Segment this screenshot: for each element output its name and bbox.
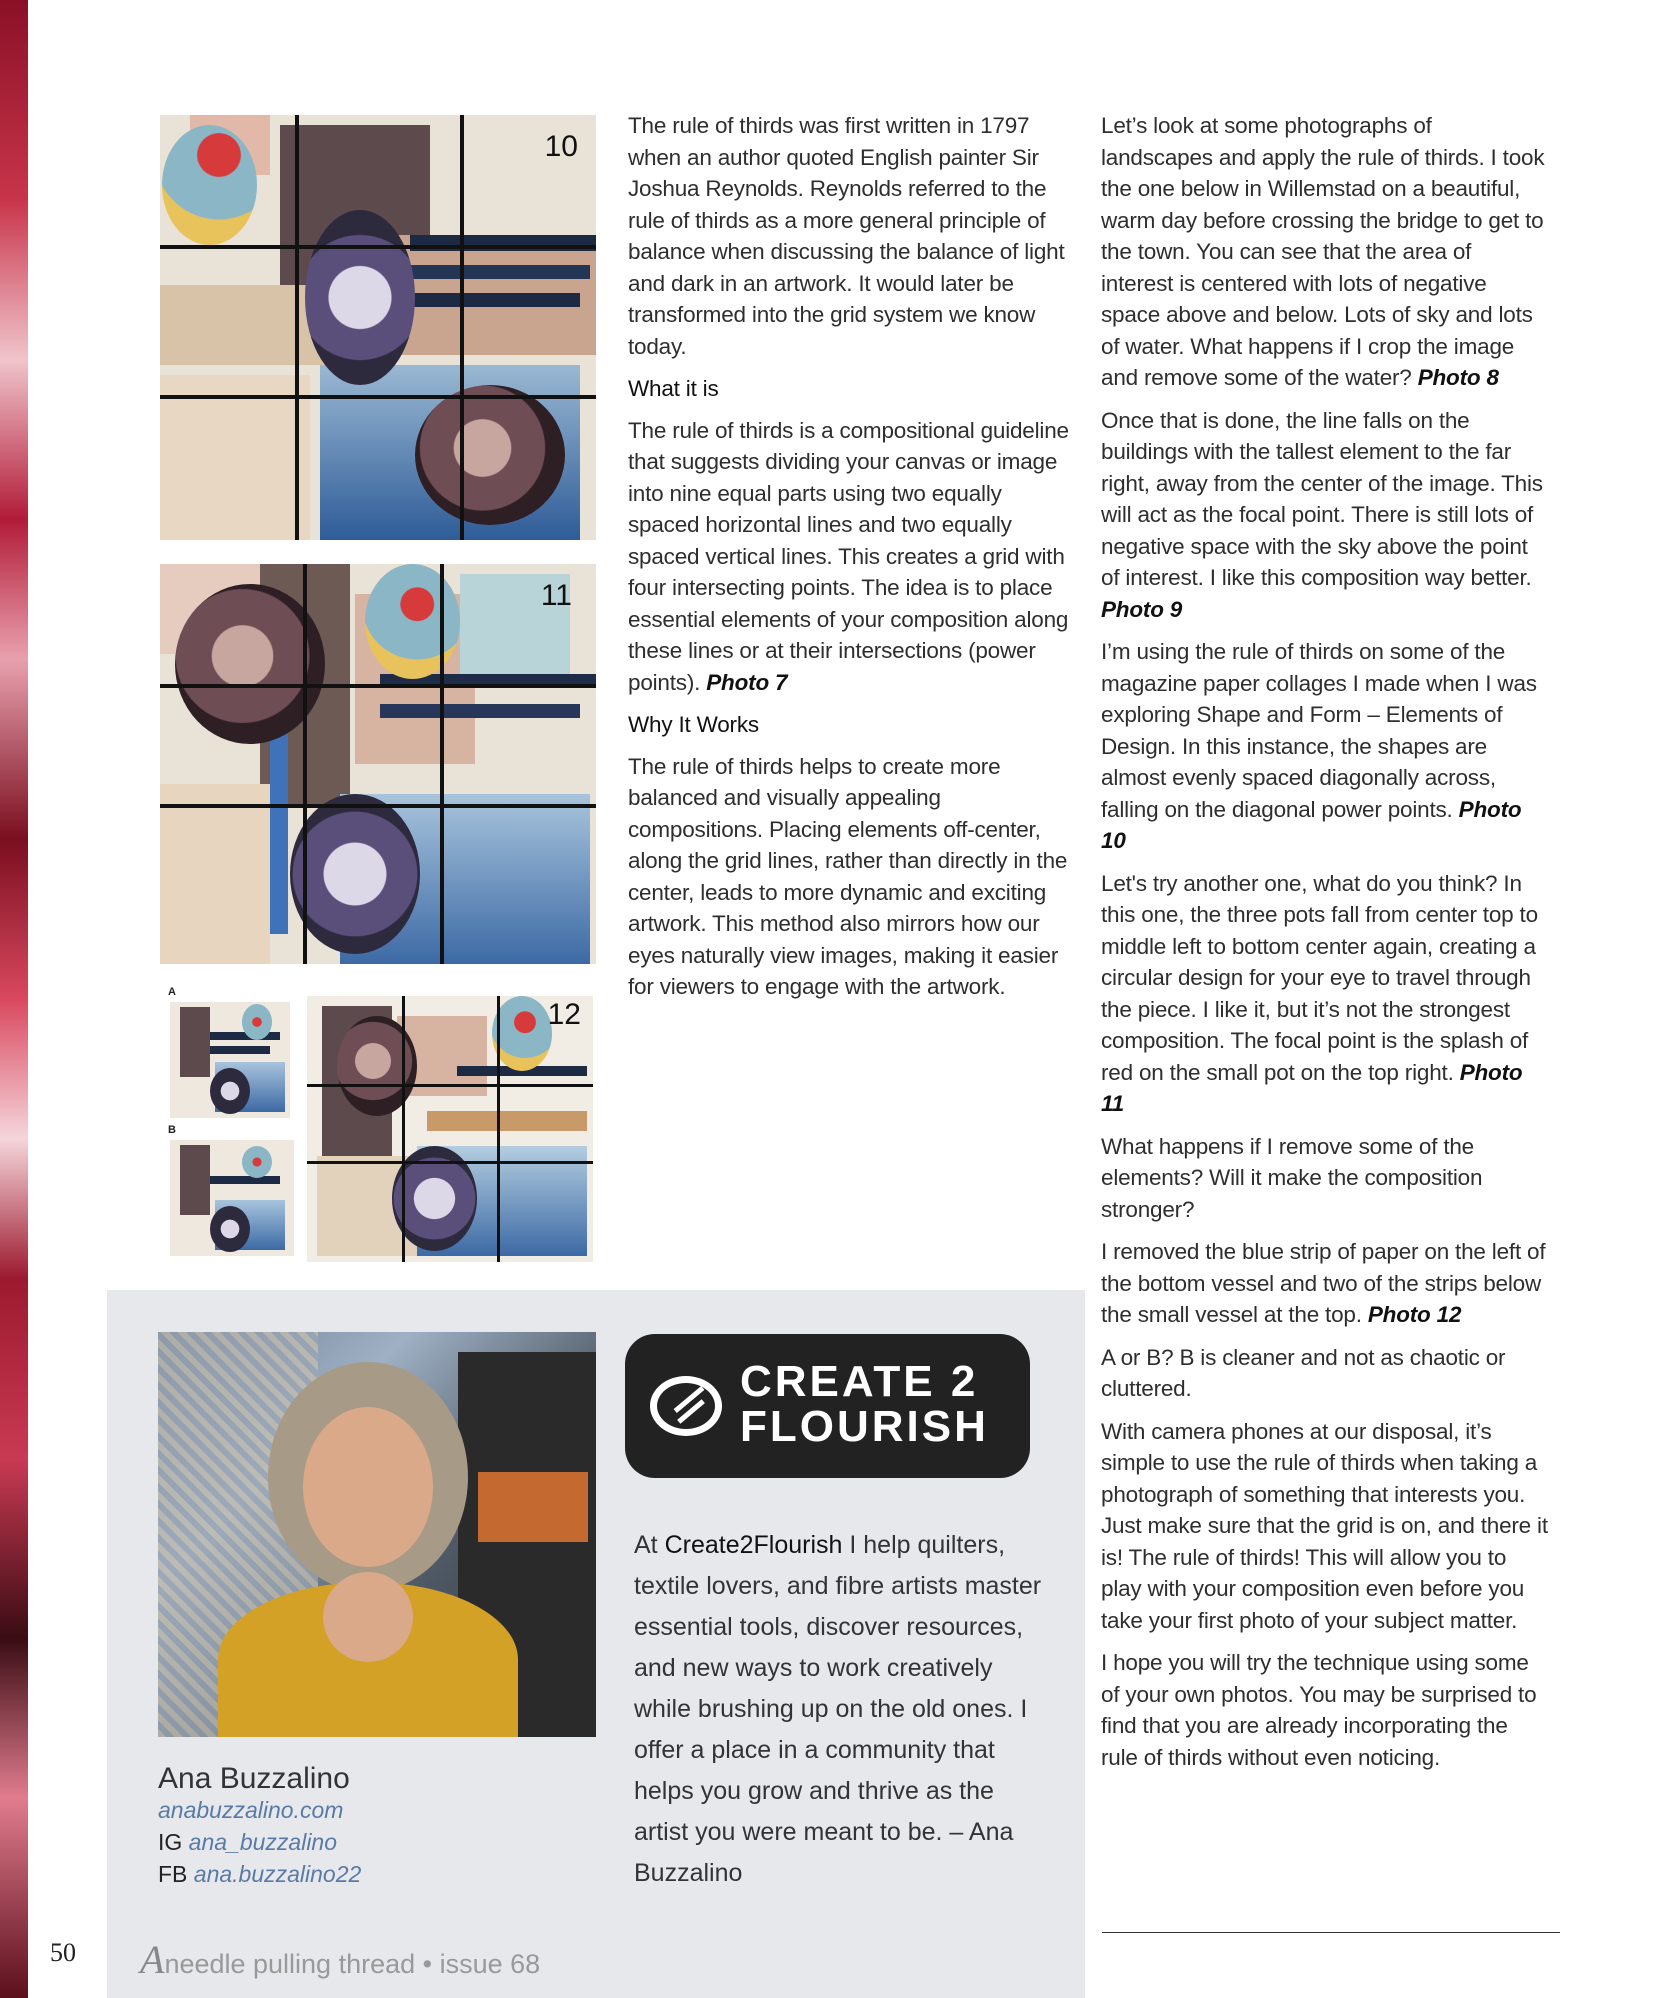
magazine-footer: Aneedle pulling thread • issue 68 xyxy=(140,1937,541,1982)
paragraph: With camera phones at our disposal, it’s simple to use the rule of thirds when taking a photograph of something that interests you. Just make sure that the grid is on, and there it is! The rule of thirds! This will allow you to play with your composition even before you take your first photo of your subject matter. xyxy=(1101,1418,1548,1633)
paragraph: I hope you will try the technique using some of your own photos. You may be surprised to find that you are already incorporating the rule of thirds without even noticing. xyxy=(1101,1650,1537,1770)
heading-why-it-works: Why It Works xyxy=(628,712,759,737)
photo-ref: Photo 8 xyxy=(1417,365,1499,390)
photo-12 xyxy=(307,996,593,1262)
paragraph: A or B? B is cleaner and not as chaotic or cluttered. xyxy=(1101,1344,1506,1401)
photo-number: 12 xyxy=(547,998,581,1031)
photo-number: 11 xyxy=(540,579,572,612)
paragraph: The rule of thirds was first written in 1797 when an author quoted English painter Sir Joshua Reynolds. Reynolds referred to the rule of thirds as a more general principle of balance when discussing the balance of light and dark in an artwork. It would later be transformed into the grid system we know today. xyxy=(628,113,1065,359)
paragraph: Let’s look at some photographs of landscapes and apply the rule of thirds. I took the one below in Willemstad on a beautiful, warm day before crossing the bridge to get to the town. You can see that the area of interest is centered with lots of negative space above and below. Lots of sky and lots of water. What happens if I crop the image and remove some of the water? Photo 8 xyxy=(1101,113,1545,390)
photo-number: 10 xyxy=(544,130,578,163)
brand-name: Create2Flourish xyxy=(664,1531,843,1559)
logo-line-2: FLOURISH xyxy=(740,1402,989,1451)
edge-photo-strip xyxy=(0,0,28,1998)
article-column-1 xyxy=(628,110,1076,1014)
photo-ref: Photo 11 xyxy=(1101,1059,1523,1116)
author-name: Ana Buzzalino xyxy=(158,1762,350,1795)
paragraph: The rule of thirds helps to create more balanced and visually appealing compositions. Placing elements off-center, along the grid lines, rather than directly in the center, leads to more dynamic and exciting artwork. This method also mirrors how our eyes naturally view images, making it easier for viewers to engage with the artwork. xyxy=(628,753,1068,999)
paragraph: Once that is done, the line falls on the buildings with the tallest element to the far right, away from the center of the image. This will act as the focal point. There is still lots of negative space with the sky above the point of interest. I like this composition way better. Photo 9 xyxy=(1101,407,1543,622)
photo-ref: Photo 9 xyxy=(1101,596,1183,622)
magazine-logo-letter: A xyxy=(140,1937,165,1982)
page-number: 50 xyxy=(50,1938,76,1967)
paragraph: What happens if I remove some of the elements? Will it make the composition stronger? xyxy=(1101,1133,1483,1222)
photo-12-a xyxy=(170,1002,290,1118)
paragraph: The rule of thirds is a compositional guideline that suggests dividing your canvas or image into nine equal parts using two equally spaced horizontal lines and two equally spaced vertical lines. This creates a grid with four intersecting points. The idea is to place essential elements of your composition along these lines or at their intersections (power points). Photo 7 xyxy=(628,417,1069,695)
paragraph: I removed the blue strip of paper on the left of the bottom vessel and two of the strips below the small vessel at the top. Photo 12 xyxy=(1101,1239,1546,1327)
paragraph: I’m using the rule of thirds on some of the magazine paper collages I made when I was exploring Shape and Form – Elements of Design. In this instance, the shapes are almost evenly spaced diagonally across, falling on the diagonal power points. Photo 10 xyxy=(1101,639,1537,853)
photo-ref: Photo 12 xyxy=(1367,1302,1462,1327)
bio-text: At Create2Flourish I help quilters, textile lovers, and fibre artists master essential tools, discover resources, and new ways to work creatively while brushing up on the old ones. I offer a place in a community that helps you grow and thrive as the artist you were meant to be. – Ana Buzzalino xyxy=(634,1531,1042,1887)
facebook-handle[interactable]: FB ana.buzzalino22 xyxy=(158,1861,362,1887)
create2flourish-logo xyxy=(625,1334,1030,1478)
paragraph: Let's try another one, what do you think? In this one, the three pots fall from center top to middle left to bottom center again, creating a circular design for your eye to travel through the piece. I like it, but it’s not the strongest composition. The focal point is the splash of red on the small pot on the top right. Photo 11 xyxy=(1101,870,1538,1116)
article-column-2 xyxy=(1101,110,1549,1784)
instagram-handle[interactable]: IG ana_buzzalino xyxy=(158,1829,338,1855)
author-portrait xyxy=(158,1332,596,1737)
label-a: A xyxy=(168,986,176,998)
label-b: B xyxy=(168,1124,176,1136)
website-link[interactable]: anabuzzalino.com xyxy=(158,1797,344,1823)
photo-10 xyxy=(160,115,596,540)
heading-what-it-is: What it is xyxy=(628,376,719,401)
photo-12-b xyxy=(170,1140,294,1256)
logo-line-1: CREATE 2 xyxy=(740,1357,979,1406)
photo-ref: Photo 10 xyxy=(1101,796,1522,853)
photo-ref: Photo 7 xyxy=(706,669,788,695)
footer-rule xyxy=(1102,1932,1560,1933)
thread-spool-icon xyxy=(650,1376,722,1436)
photo-11 xyxy=(160,564,596,964)
